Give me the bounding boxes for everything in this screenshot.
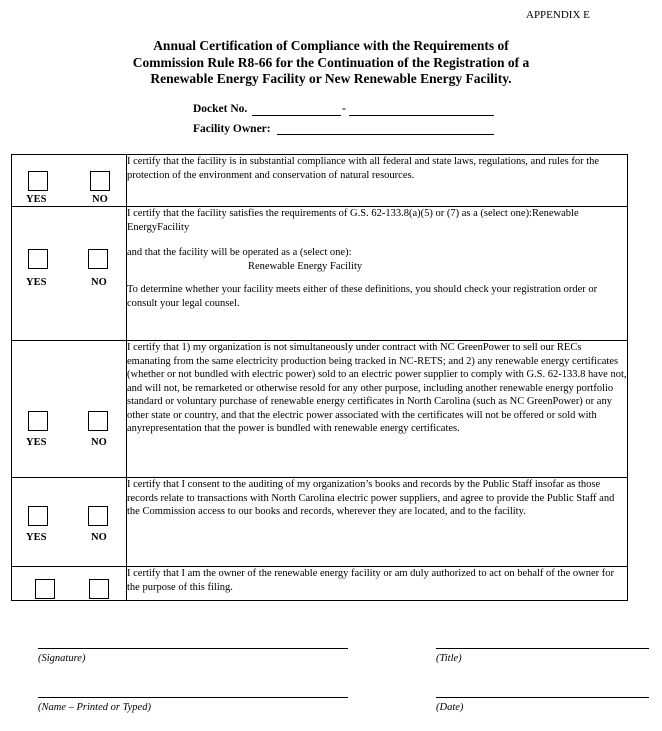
printed-name-label: (Name – Printed or Typed) [38,702,151,713]
date-line[interactable] [436,697,649,698]
yes-label: YES [26,532,47,543]
title-line: Annual Certification of Compliance with the Requirements of [153,38,509,53]
facility-owner-label: Facility Owner: [193,123,271,135]
certification-text [127,567,628,601]
facility-type-option[interactable]: Renewable Energy Facility [248,260,363,272]
certification-note: To determine whether your facility meets either of these definitions, you should check your registration order or consult your legal counsel. [127,284,598,309]
checkbox-cell [12,567,127,601]
signature-line[interactable] [38,648,348,649]
docket-suffix-field[interactable] [349,115,494,116]
certification-row [12,155,628,207]
docket-label: Docket No. [193,103,248,115]
certification-statement: I certify that the facility satisfies the requirements of G.S. 62-133.8(a)(5) or (7) as a (select one):Renewable EnergyFacility [127,208,579,233]
title-label: (Title) [436,653,462,664]
signature-label: (Signature) [38,653,86,664]
no-checkbox[interactable] [88,411,108,431]
document-title [0,38,662,88]
title-line-field[interactable] [436,648,649,649]
checkbox-cell [12,155,127,207]
facility-owner-field[interactable] [277,134,494,135]
no-label: NO [92,194,108,205]
yes-checkbox[interactable] [35,579,55,599]
no-checkbox[interactable] [89,579,109,599]
certification-table [11,154,628,601]
certification-row [12,567,628,601]
certification-row [12,478,628,567]
no-checkbox[interactable] [88,249,108,269]
appendix-label: APPENDIX E [526,9,590,21]
yes-checkbox[interactable] [28,506,48,526]
no-label: NO [91,277,107,288]
yes-checkbox[interactable] [28,171,48,191]
certification-statement: I certify that I am the owner of the renewable energy facility or am duly authorized to act on behalf of the owner for the purpose of this filing. [127,568,614,593]
no-checkbox[interactable] [88,506,108,526]
no-checkbox[interactable] [90,171,110,191]
printed-name-line[interactable] [38,697,348,698]
certification-text [127,341,628,478]
yes-label: YES [26,277,47,288]
no-label: NO [91,532,107,543]
certification-text [127,478,628,567]
certification-statement: I certify that 1) my organization is not simultaneously under contract with NC GreenPower to sell our RECs emanating from the same electricity production being tracked in NC-RETS; and 2) any renewable energy certificates (whether or not bundled with electric power) sold to an electric power supplier to comply with G.S. 62-133.8 have not, and will not, be remarketed or otherwise resold for any other purpose, including another renewable energy portfolio standard or voluntary purchase of renewable energy certificates in North Carolina (such as NC GreenPower) or any other state or country, and that the electric power associated with the certificates will not be offered or sold with anyrepresentation that the power is bundled with renewable energy certificates. [127,342,627,434]
title-line: Commission Rule R8-66 for the Continuation of the Registration of a [132,54,530,70]
checkbox-cell [12,341,127,478]
no-label: NO [91,437,107,448]
certification-statement: and that the facility will be operated as a (select one): [127,247,352,258]
yes-label: YES [26,437,47,448]
checkbox-cell [12,207,127,341]
certification-statement: I certify that I consent to the auditing of my organization’s books and records by the Public Staff insofar as those records relate to transactions with North Carolina electric power suppliers, and agree to provide the Public Staff and the Commission access to our books and records, wherever they are located, and to the facility. [127,479,615,517]
yes-checkbox[interactable] [28,249,48,269]
date-label: (Date) [436,702,464,713]
certification-text [127,207,628,341]
checkbox-cell [12,478,127,567]
title-line: Renewable Energy Facility or New Renewable Energy Facility. [150,71,512,86]
yes-label: YES [26,194,47,205]
docket-separator: - [342,103,346,115]
certification-text [127,155,628,207]
certification-row [12,341,628,478]
yes-checkbox[interactable] [28,411,48,431]
certification-statement: I certify that the facility is in substantial compliance with all federal and state laws, regulations, and rules for the protection of the environment and conservation of natural resources. [127,156,600,181]
certification-row [12,207,628,341]
docket-number-field[interactable] [252,115,341,116]
